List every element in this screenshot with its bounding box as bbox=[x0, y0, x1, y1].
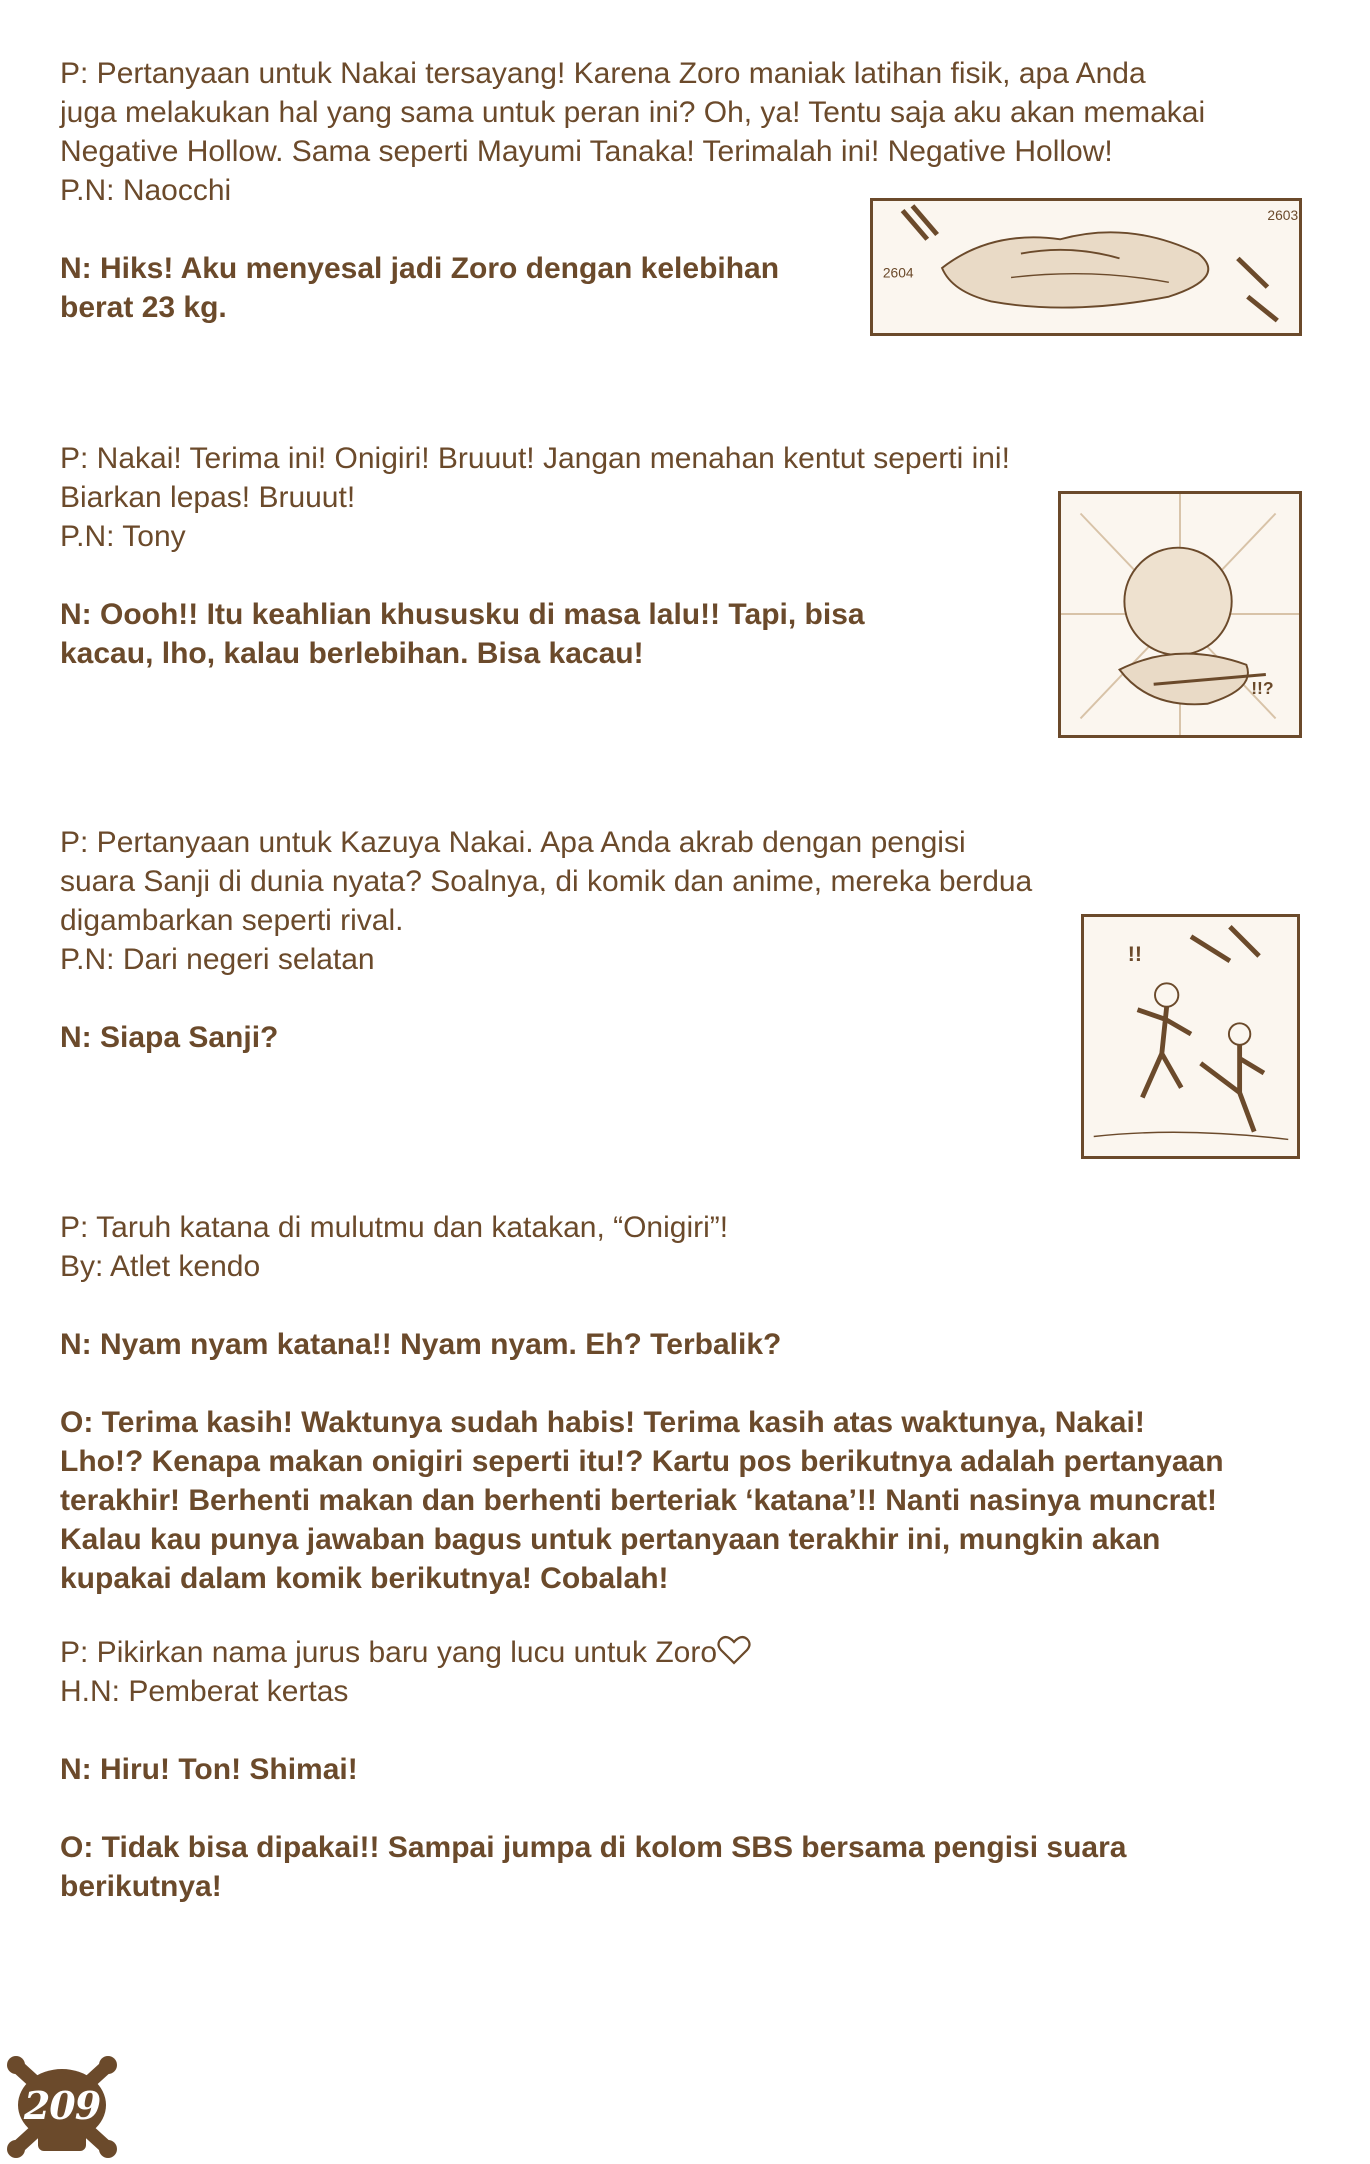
reply-line: berikutnya! bbox=[60, 1870, 222, 1903]
answer-line: N: Nyam nyam katana!! Nyam nyam. Eh? Terbalik? bbox=[60, 1328, 782, 1361]
panel-illustration bbox=[1084, 917, 1297, 1156]
question-line: P: Pertanyaan untuk Nakai tersayang! Karena Zoro maniak latihan fisik, apa Anda bbox=[60, 57, 1146, 90]
heart-outline-icon bbox=[717, 1634, 751, 1666]
sbs-entry-3 bbox=[60, 823, 1032, 1057]
question-line: P: Pertanyaan untuk Kazuya Nakai. Apa Anda akrab dengan pengisi bbox=[60, 826, 966, 859]
sender-name: H.N: Pemberat kertas bbox=[60, 1675, 349, 1708]
sbs-entry-2 bbox=[60, 439, 1010, 673]
sender-name: By: Atlet kendo bbox=[60, 1250, 261, 1283]
reply-line: Kalau kau punya jawaban bagus untuk pertanyaan terakhir ini, mungkin akan bbox=[60, 1523, 1161, 1556]
reply-line: terakhir! Berhenti makan dan berhenti berteriak ‘katana’!! Nanti nasinya muncrat! bbox=[60, 1484, 1217, 1517]
reply-line: O: Terima kasih! Waktunya sudah habis! Terima kasih atas waktunya, Nakai! bbox=[60, 1406, 1145, 1439]
sfx-text: !!? bbox=[1251, 678, 1274, 699]
sfx-text: !! bbox=[1127, 941, 1143, 966]
sfx-text: 2603 bbox=[1267, 208, 1299, 224]
sender-name: P.N: Naocchi bbox=[60, 174, 232, 207]
question-line: P: Nakai! Terima ini! Onigiri! Bruuut! Jangan menahan kentut seperti ini! bbox=[60, 442, 1010, 475]
sender-name: P.N: Tony bbox=[60, 520, 186, 553]
answer-line: N: Hiru! Ton! Shimai! bbox=[60, 1753, 358, 1786]
question-line bbox=[60, 1633, 1126, 1672]
question-line: Biarkan lepas! Bruuut! bbox=[60, 481, 356, 514]
manga-panel-onigiri-attack bbox=[1058, 491, 1302, 738]
panel-illustration bbox=[1061, 494, 1299, 735]
reply-line: O: Tidak bisa dipakai!! Sampai jumpa di kolom SBS bersama pengisi suara bbox=[60, 1831, 1127, 1864]
question-line: suara Sanji di dunia nyata? Soalnya, di komik dan anime, mereka berdua bbox=[60, 865, 1033, 898]
question-line: P: Taruh katana di mulutmu dan katakan, “Onigiri”! bbox=[60, 1211, 729, 1244]
sfx-text: 2604 bbox=[882, 265, 914, 281]
sender-name: P.N: Dari negeri selatan bbox=[60, 943, 375, 976]
answer-line: kacau, lho, kalau berlebihan. Bisa kacau! bbox=[60, 637, 644, 670]
question-line: juga melakukan hal yang sama untuk peran ini? Oh, ya! Tentu saja aku akan memakai bbox=[60, 96, 1206, 129]
manga-panel-zoro-training bbox=[870, 198, 1302, 336]
panel-illustration bbox=[873, 201, 1299, 333]
manga-panel-sanji-kick bbox=[1081, 914, 1300, 1159]
reply-line: kupakai dalam komik berikutnya! Cobalah! bbox=[60, 1562, 669, 1595]
answer-line: N: Hiks! Aku menyesal jadi Zoro dengan kelebihan bbox=[60, 252, 780, 285]
answer-line: N: Oooh!! Itu keahlian khususku di masa lalu!! Tapi, bisa bbox=[60, 598, 865, 631]
sbs-entry-4 bbox=[60, 1208, 1224, 1598]
question-line: Negative Hollow. Sama seperti Mayumi Tanaka! Terimalah ini! Negative Hollow! bbox=[60, 135, 1113, 168]
answer-line: berat 23 kg. bbox=[60, 291, 227, 324]
page-number-badge bbox=[6, 2055, 118, 2159]
question-text: P: Pikirkan nama jurus baru yang lucu untuk Zoro bbox=[60, 1636, 717, 1669]
page-number: 209 bbox=[23, 2083, 101, 2128]
answer-line: N: Siapa Sanji? bbox=[60, 1021, 279, 1054]
question-line: digambarkan seperti rival. bbox=[60, 904, 404, 937]
reply-line: Lho!? Kenapa makan onigiri seperti itu!? Kartu pos berikutnya adalah pertanyaan bbox=[60, 1445, 1224, 1478]
sbs-entry-5 bbox=[60, 1633, 1126, 1906]
